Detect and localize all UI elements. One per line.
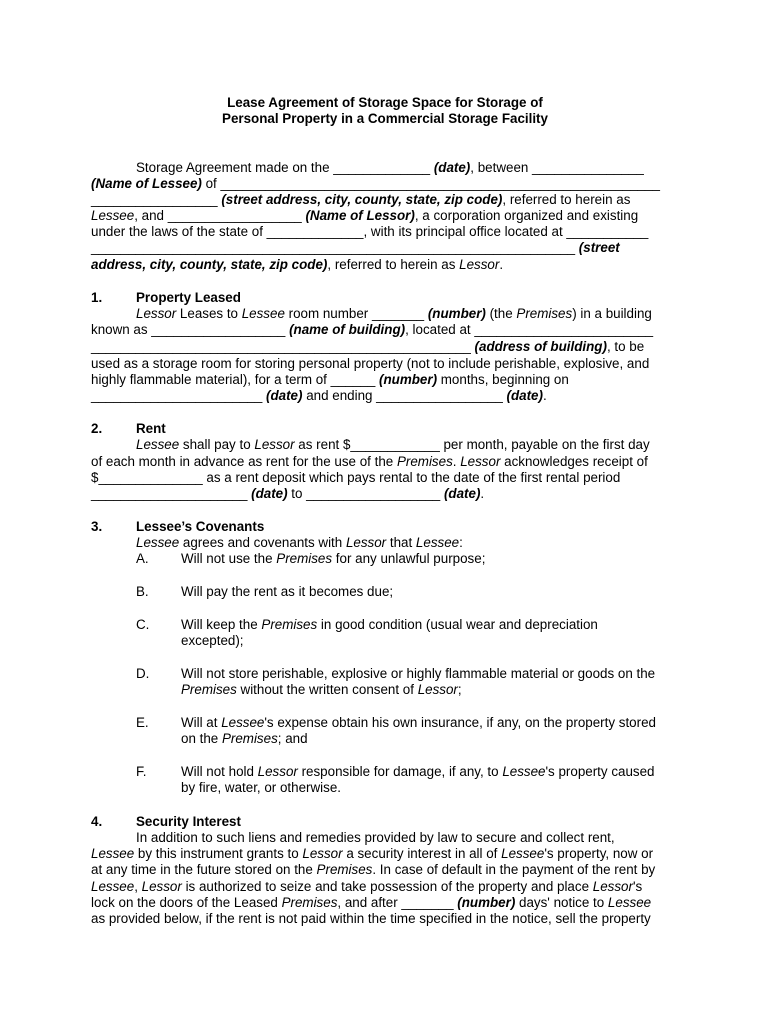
section-1-number: 1. <box>91 290 103 305</box>
covenant-e-text-line-2: on the Premises; and <box>181 731 308 746</box>
section-4-line-4: Lessee, Lessor is authorized to seize and take possession of the property and place Lessor's <box>91 879 643 894</box>
section-1-line-3: ___________________________________________________ (address of building), to be <box>91 339 645 354</box>
covenant-c-letter: C. <box>136 617 150 632</box>
section-2-heading: Rent <box>136 421 166 436</box>
intro-line-7: address, city, county, state, zip code), referred to herein as Lessor. <box>91 257 504 272</box>
section-2-line-4: _____________________ (date) to __________________ (date). <box>91 486 485 501</box>
section-2-line-2: of each month in advance as rent for the use of the Premises. Lessor acknowledges receipt of <box>91 454 648 469</box>
covenant-b-letter: B. <box>136 584 149 599</box>
covenant-c-text-line-1: Will keep the Premises in good condition (usual wear and depreciation <box>181 617 598 632</box>
section-4-line-1: In addition to such liens and remedies provided by law to secure and collect rent, <box>136 830 615 845</box>
section-4-line-2: Lessee by this instrument grants to Lessor a security interest in all of Lessee's property, now or <box>91 846 654 861</box>
section-3-heading: Lessee’s Covenants <box>136 519 265 534</box>
section-1-line-1: Lessor Leases to Lessee room number _______ (number) (the Premises) in a building <box>136 306 652 321</box>
section-1-line-2: known as __________________ (name of building), located at ________________________ <box>91 322 654 337</box>
document-title-line-2: Personal Property in a Commercial Storage Facility <box>222 111 548 126</box>
section-1-heading: Property Leased <box>136 290 241 305</box>
section-2-line-1: Lessee shall pay to Lessor as rent $____________ per month, payable on the first day <box>136 437 650 452</box>
section-4-line-5: lock on the doors of the Leased Premises, and after _______ (number) days' notice to Lessee <box>91 895 652 910</box>
section-1-line-6: _______________________ (date) and ending _________________ (date). <box>91 388 547 403</box>
covenant-d-text-line-1: Will not store perishable, explosive or highly flammable material or goods on the <box>181 666 656 681</box>
section-4-heading: Security Interest <box>136 814 241 829</box>
covenant-e-text-line-1: Will at Lessee's expense obtain his own insurance, if any, on the property stored <box>181 715 656 730</box>
section-4-number: 4. <box>91 814 103 829</box>
covenant-b-text: Will pay the rent as it becomes due; <box>181 584 394 599</box>
intro-line-4: Lessee, and __________________ (Name of Lessor), a corporation organized and existing <box>91 208 639 223</box>
section-3-number: 3. <box>91 519 103 534</box>
covenant-d-letter: D. <box>136 666 150 681</box>
covenant-f-text-line-2: by fire, water, or otherwise. <box>181 780 342 795</box>
covenant-a-letter: A. <box>136 551 149 566</box>
intro-line-5: under the laws of the state of _____________, with its principal office located at ___________ <box>91 224 649 239</box>
covenant-f-text-line-1: Will not hold Lessor responsible for damage, if any, to Lessee's property caused <box>181 764 655 779</box>
section-4-line-6: as provided below, if the rent is not paid within the time specified in the notice, sell the property <box>91 911 651 926</box>
covenant-f-letter: F. <box>136 764 147 779</box>
covenant-d-text-line-2: Premises without the written consent of Lessor; <box>181 682 462 697</box>
intro-line-3: _________________ (street address, city, county, state, zip code), referred to herein as <box>91 192 631 207</box>
intro-line-2: (Name of Lessee) of ___________________________________________________________ <box>91 176 660 191</box>
section-4-line-3: at any time in the future stored on the Premises. In case of default in the payment of the rent by <box>91 862 656 877</box>
covenant-e-letter: E. <box>136 715 149 730</box>
section-2-line-3: $______________ as a rent deposit which pays rental to the date of the first rental period <box>91 470 621 485</box>
section-3-intro: Lessee agrees and covenants with Lessor that Lessee: <box>136 535 463 550</box>
intro-line-1: Storage Agreement made on the _____________ (date), between _______________ <box>136 160 644 175</box>
document-title-line-1: Lease Agreement of Storage Space for Storage of <box>227 95 543 110</box>
section-2-number: 2. <box>91 421 103 436</box>
section-1-line-5: highly flammable material), for a term of ______ (number) months, beginning on <box>91 372 569 387</box>
covenant-a-text: Will not use the Premises for any unlawful purpose; <box>181 551 486 566</box>
covenant-c-text-line-2: excepted); <box>181 633 244 648</box>
intro-line-6: _________________________________________________________________ (street <box>91 240 620 255</box>
section-1-line-4: used as a storage room for storing personal property (not to include perishable, explosive, and <box>91 356 650 371</box>
